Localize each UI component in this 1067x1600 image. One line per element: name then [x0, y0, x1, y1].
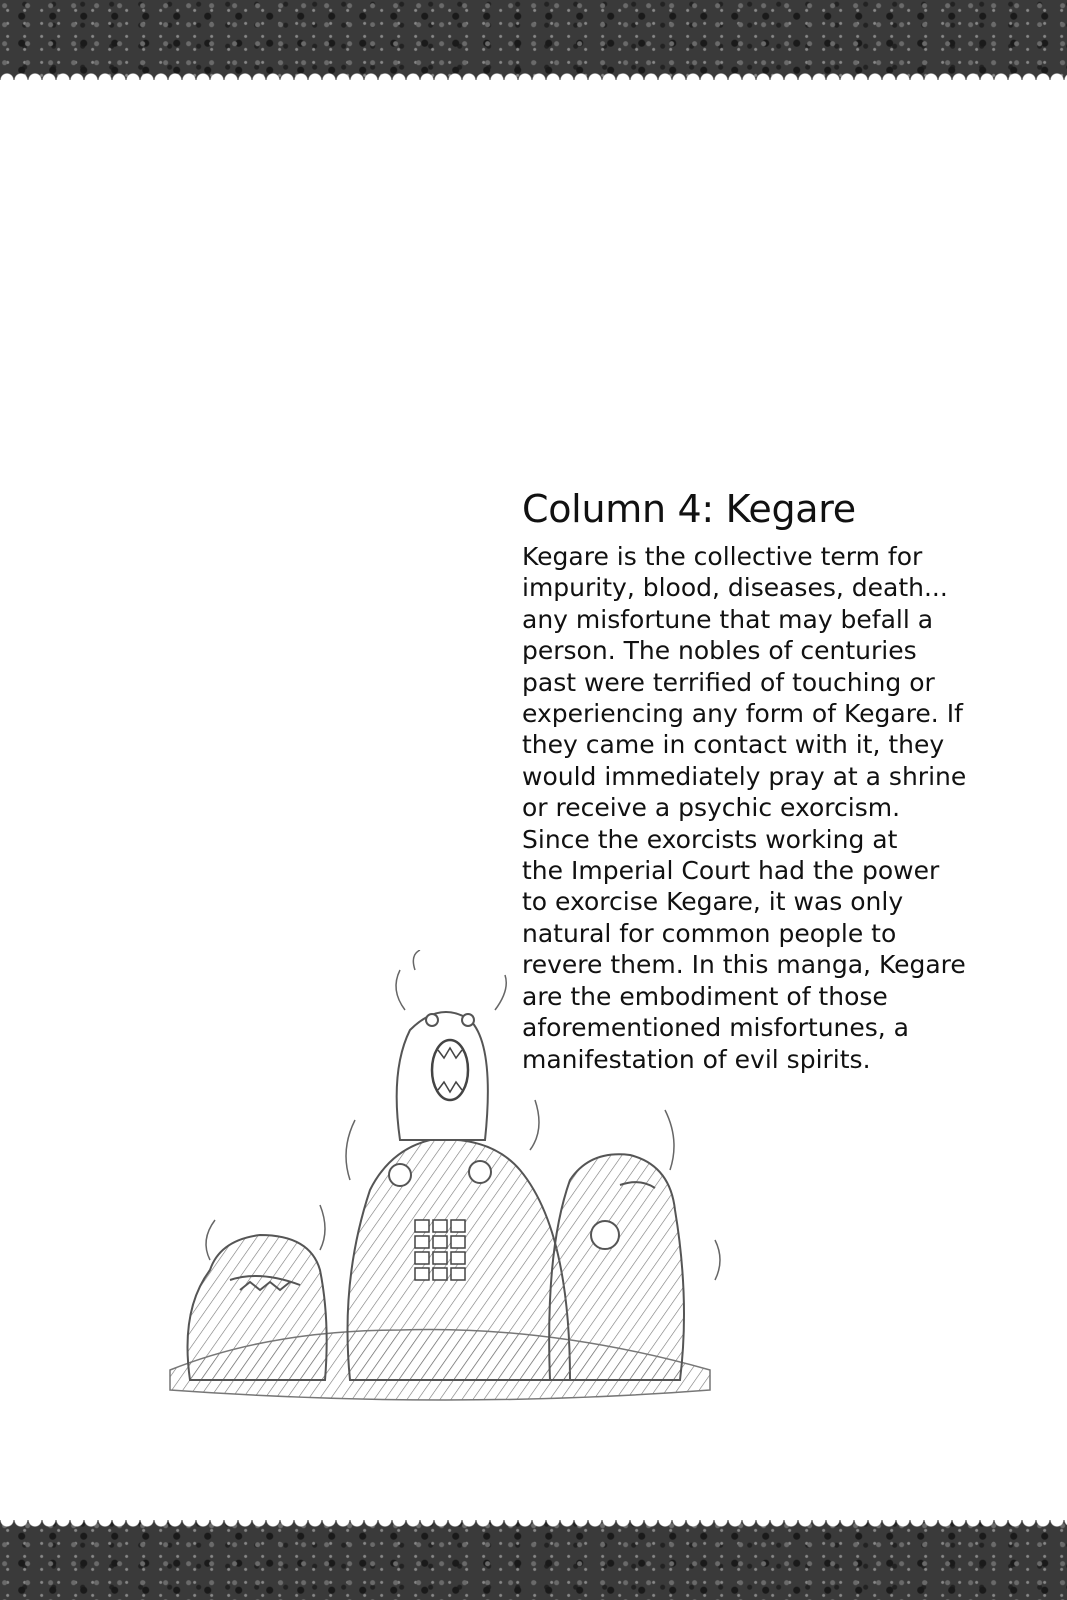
- body-line: revere them. In this manga, Kegare: [522, 950, 966, 980]
- central-creature: [348, 1012, 571, 1380]
- body-line: they came in contact with it, they: [522, 730, 945, 760]
- kegare-sketch-illustration: [150, 950, 750, 1420]
- top-border-band: [0, 0, 1067, 80]
- body-line: are the embodiment of those: [522, 981, 888, 1011]
- bottom-border-band: [0, 1520, 1067, 1600]
- body-line: person. The nobles of centuries: [522, 636, 917, 666]
- body-line: would immediately pray at a shrine: [522, 761, 967, 791]
- body-line: manifestation of evil spirits.: [522, 1044, 871, 1074]
- right-creature: [549, 1154, 684, 1380]
- body-line: or receive a psychic exorcism.: [522, 793, 901, 823]
- body-line: natural for common people to: [522, 918, 897, 948]
- body-line: any misfortune that may befall a: [522, 604, 934, 634]
- body-line: to exorcise Kegare, it was only: [522, 887, 904, 917]
- body-line: Kegare is the collective term for: [522, 542, 923, 571]
- body-line: the Imperial Court had the power: [522, 856, 940, 886]
- body-line: impurity, blood, diseases, death...: [522, 573, 948, 603]
- bottom-border-scallop: [0, 1520, 1067, 1527]
- top-border-scallop: [0, 73, 1067, 80]
- column-title: Column 4: Kegare: [522, 487, 856, 531]
- body-line: experiencing any form of Kegare. If: [522, 699, 963, 729]
- body-line: past were terrified of touching or: [522, 667, 935, 697]
- body-line: aforementioned misfortunes, a: [522, 1013, 909, 1043]
- body-line: Since the exorcists working at: [522, 824, 898, 854]
